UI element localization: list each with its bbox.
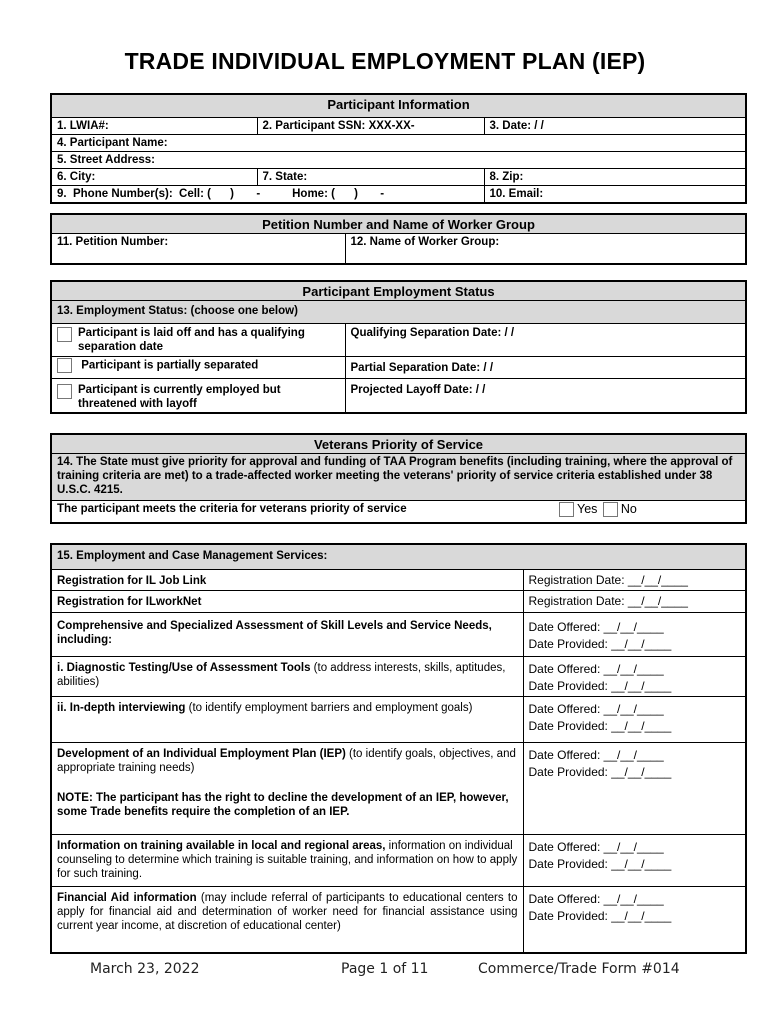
service-dates[interactable]	[523, 835, 746, 887]
service-title: Information on training available in local and regional areas,	[57, 840, 386, 852]
service-title: i. Diagnostic Testing/Use of Assessment Tools	[57, 662, 311, 674]
veterans-section	[50, 433, 747, 524]
service-title: Registration for IL Job Link	[57, 575, 207, 587]
date-offered: Date Offered: __/__/____	[528, 840, 664, 854]
date-field[interactable]: 3. Date: / /	[484, 118, 746, 135]
status-option-label: Participant is laid off and has a qualifying separation date	[78, 327, 305, 353]
street-address-field[interactable]: 5. Street Address:	[51, 152, 746, 169]
participant-information-section	[50, 93, 747, 204]
service-title: Registration for ILworkNet	[57, 596, 202, 608]
footer-date: March 23, 2022	[90, 961, 200, 977]
status-option-laid-off[interactable]	[51, 324, 345, 357]
email-field[interactable]: 10. Email:	[484, 186, 746, 204]
date-provided: Date Provided: __/__/____	[528, 857, 672, 871]
employment-status-prompt: 13. Employment Status: (choose one below)	[51, 301, 746, 324]
service-row-interviewing	[51, 697, 523, 743]
service-row-ilworknet	[51, 591, 523, 613]
veterans-yes-label: Yes	[577, 502, 598, 516]
services-section	[50, 543, 747, 954]
service-row-il-job-link	[51, 570, 523, 591]
date-provided: Date Provided: __/__/____	[528, 909, 672, 923]
status-option-label: Participant is partially separated	[81, 359, 259, 372]
registration-date-field[interactable]	[523, 591, 746, 613]
page-title: TRADE INDIVIDUAL EMPLOYMENT PLAN (IEP)	[124, 48, 646, 74]
veterans-choice	[551, 501, 746, 523]
footer-page-number: Page 1 of 11	[341, 961, 429, 977]
service-dates[interactable]	[523, 697, 746, 743]
service-description: (may include referral of participants to educational centers to apply for financial aid and determination of worker need for financial assistance using current year income, at discretion of educational center)	[57, 892, 518, 932]
service-row-assessment	[51, 613, 523, 657]
service-row-iep-development	[51, 743, 523, 835]
service-row-training-information	[51, 835, 523, 887]
checkbox-laid-off[interactable]	[57, 327, 72, 342]
service-dates[interactable]	[523, 887, 746, 953]
zip-field[interactable]: 8. Zip:	[484, 169, 746, 186]
service-dates[interactable]	[523, 657, 746, 697]
city-field[interactable]: 6. City:	[51, 169, 257, 186]
service-title: Financial Aid information	[57, 892, 197, 904]
footer-form-number: Commerce/Trade Form #014	[478, 961, 680, 977]
state-field[interactable]: 7. State:	[257, 169, 484, 186]
date-provided: Date Provided: __/__/____	[528, 765, 672, 779]
iep-note: NOTE: The participant has the right to decline the development of an IEP, however, some Trade benefits require the completion of an IEP.	[57, 792, 509, 818]
status-option-partial[interactable]	[51, 357, 345, 379]
veterans-header: Veterans Priority of Service	[51, 434, 746, 454]
phone-field[interactable]: 9. Phone Number(s): Cell: ( ) - Home: ( ) -	[51, 186, 484, 204]
date-provided: Date Provided: __/__/____	[528, 719, 672, 733]
date-offered: Date Offered: __/__/____	[528, 892, 664, 906]
service-dates[interactable]	[523, 613, 746, 657]
participant-name-field[interactable]: 4. Participant Name:	[51, 135, 746, 152]
qualifying-separation-date-field[interactable]: Qualifying Separation Date: / /	[345, 324, 746, 357]
petition-header: Petition Number and Name of Worker Group	[51, 214, 746, 234]
service-description: (to identify goals, objectives, and appropriate training needs)	[57, 748, 516, 774]
date-line: Registration Date: __/__/____	[528, 594, 688, 608]
registration-date-field[interactable]	[523, 570, 746, 591]
date-offered: Date Offered: __/__/____	[528, 702, 664, 716]
participant-information-header: Participant Information	[51, 94, 746, 118]
petition-number-field[interactable]: 11. Petition Number:	[51, 234, 345, 264]
service-title: Comprehensive and Specialized Assessment of Skill Levels and Service Needs, including:	[57, 620, 492, 646]
checkbox-threatened[interactable]	[57, 384, 72, 399]
service-description: information on individual counseling to determine which training is suitable training, and information on how to apply for such training.	[57, 840, 518, 880]
service-dates[interactable]	[523, 743, 746, 835]
date-provided: Date Provided: __/__/____	[528, 679, 672, 693]
service-row-diagnostic-testing	[51, 657, 523, 697]
employment-status-section	[50, 280, 747, 414]
projected-layoff-date-field[interactable]: Projected Layoff Date: / /	[345, 379, 746, 414]
veterans-no-checkbox[interactable]	[603, 502, 618, 517]
service-description: (to identify employment barriers and employment goals)	[185, 702, 473, 714]
service-title: ii. In-depth interviewing	[57, 702, 186, 714]
service-title: Development of an Individual Employment Plan (IEP)	[57, 748, 346, 760]
services-header: 15. Employment and Case Management Services:	[51, 544, 746, 570]
veterans-text: 14. The State must give priority for approval and funding of TAA Program benefits (including training, where the approval of training criteria are met) to a trade-affected worker meeting the veterans' priority of service criteria established under 38 U.S.C. 4215.	[51, 454, 746, 501]
veterans-statement: The participant meets the criteria for veterans priority of service	[51, 501, 551, 523]
service-description: (to address interests, skills, aptitudes, abilities)	[57, 662, 506, 688]
lwia-field[interactable]: 1. LWIA#:	[51, 118, 257, 135]
date-offered: Date Offered: __/__/____	[528, 620, 664, 634]
date-offered: Date Offered: __/__/____	[528, 662, 664, 676]
date-offered: Date Offered: __/__/____	[528, 748, 664, 762]
veterans-yes-checkbox[interactable]	[559, 502, 574, 517]
partial-separation-date-field[interactable]: Partial Separation Date: / /	[345, 357, 746, 379]
date-provided: Date Provided: __/__/____	[528, 637, 672, 651]
status-option-threatened[interactable]	[51, 379, 345, 414]
date-line: Registration Date: __/__/____	[528, 573, 688, 587]
ssn-field[interactable]: 2. Participant SSN: XXX-XX-	[257, 118, 484, 135]
veterans-no-label: No	[620, 502, 637, 516]
checkbox-partial[interactable]	[57, 358, 72, 373]
status-option-label: Participant is currently employed but threatened with layoff	[78, 384, 281, 410]
service-row-financial-aid	[51, 887, 523, 953]
petition-section	[50, 213, 747, 265]
worker-group-field[interactable]: 12. Name of Worker Group:	[345, 234, 746, 264]
employment-status-header: Participant Employment Status	[51, 281, 746, 301]
